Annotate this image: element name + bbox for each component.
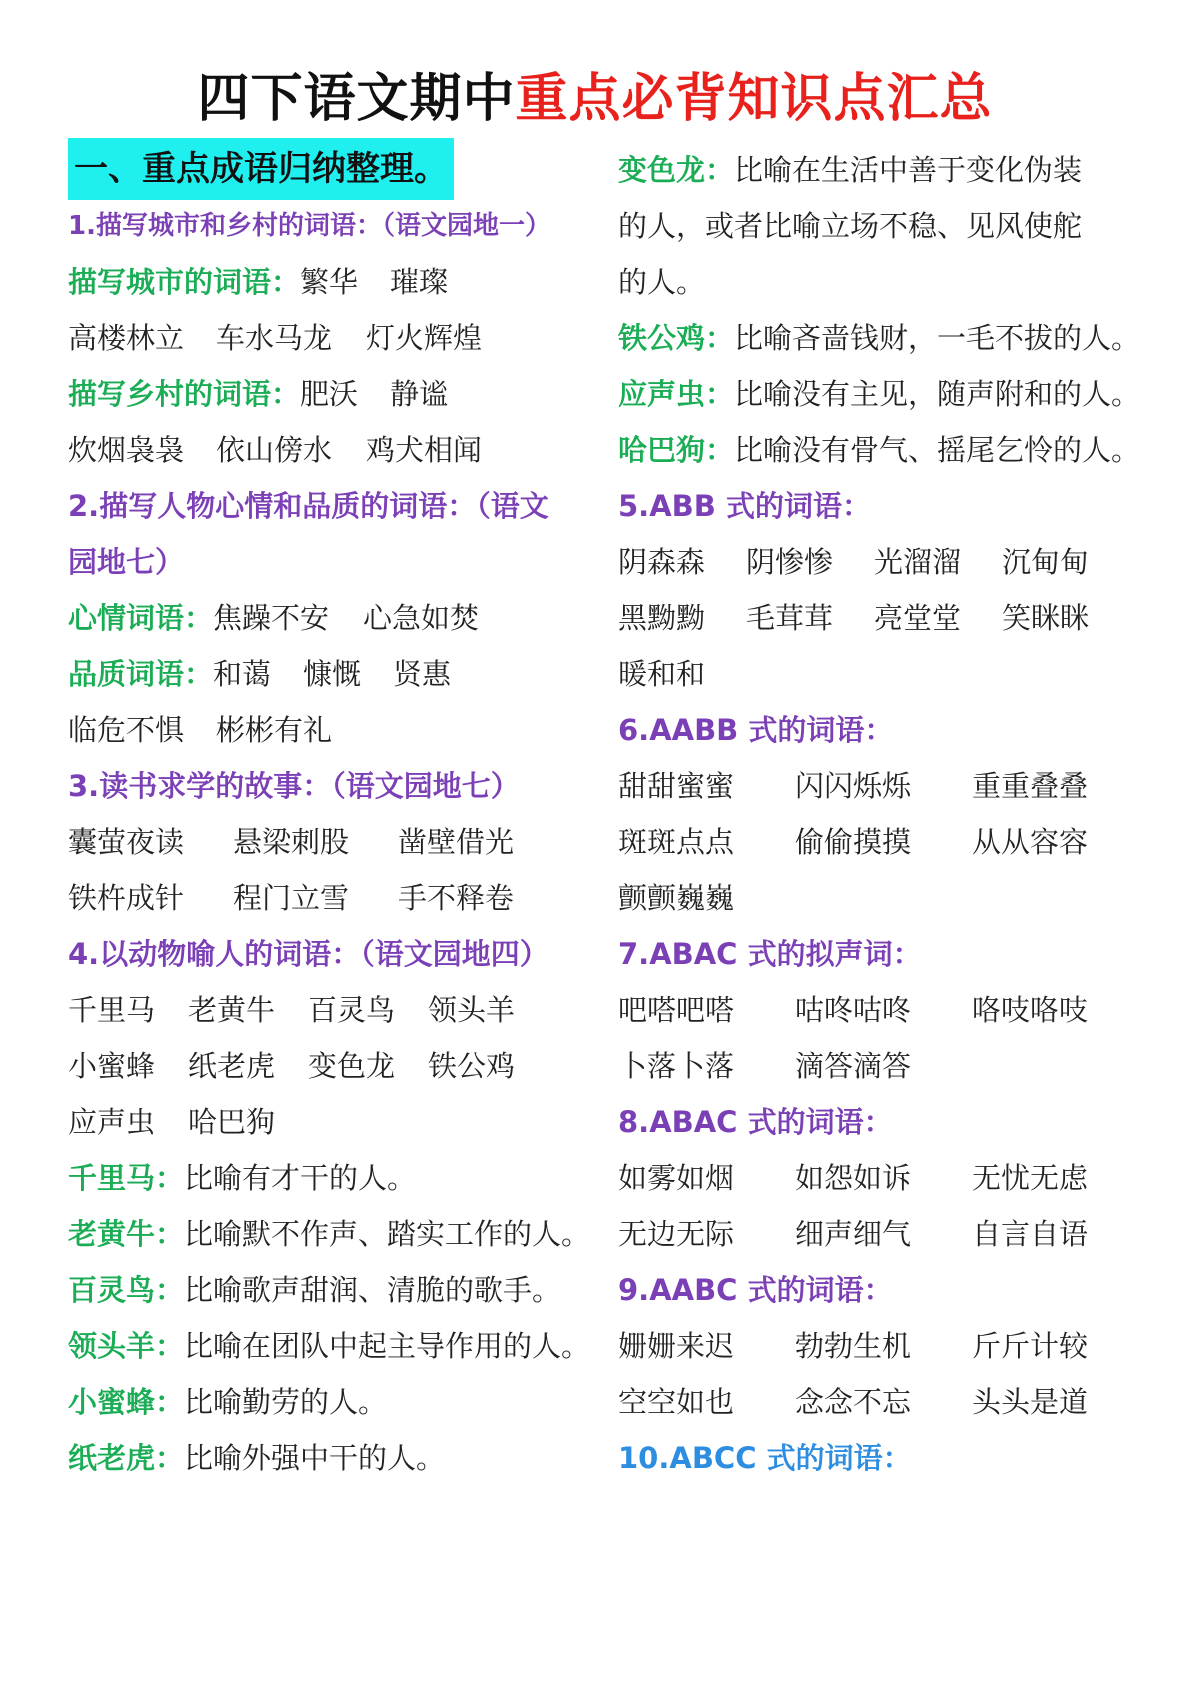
abac-row-2: [618, 1206, 1088, 1262]
word: 重重叠叠: [972, 769, 1089, 803]
word: 心急如焚: [363, 601, 480, 635]
word: 颤颤巍巍: [618, 881, 735, 915]
word: 自言自语: [972, 1217, 1089, 1251]
word: 闪闪烁烁: [795, 769, 912, 803]
definition-row: [68, 1374, 387, 1430]
word: 领头羊: [428, 993, 516, 1027]
word: 滴答滴答: [795, 1049, 912, 1083]
definition-term: 铁公鸡：: [618, 321, 735, 355]
definition-desc: 比喻有才干的人。: [184, 1161, 417, 1195]
city-words-row-2: [68, 310, 482, 366]
word: 暖和和: [618, 657, 706, 691]
word: 纸老虎: [188, 1049, 276, 1083]
word: 黑黝黝: [618, 601, 706, 635]
city-words-row-1: [68, 254, 448, 310]
definition-desc-line: 的人。: [618, 265, 706, 299]
definition-desc-line: 的人，或者比喻立场不稳、见风使舵: [618, 209, 1083, 243]
word: 囊萤夜读: [68, 825, 185, 859]
word: 慷慨: [303, 657, 362, 691]
word: 临危不惧: [68, 713, 185, 747]
heading-4: 4.以动物喻人的词语：（语文园地四）: [68, 937, 549, 971]
word: 千里马: [68, 993, 156, 1027]
definition-desc: 比喻没有主见，随声附和的人。: [734, 377, 1141, 411]
definition-desc: 比喻吝啬钱财，一毛不拔的人。: [734, 321, 1141, 355]
animal-words-row-2: [68, 1038, 515, 1094]
story-words-row-1: [68, 814, 514, 870]
heading-7: 7.ABAC 式的拟声词：: [618, 937, 922, 971]
definition-term: 千里马：: [68, 1161, 185, 1195]
word: 念念不忘: [795, 1385, 912, 1419]
word: 百灵鸟: [308, 993, 396, 1027]
mood-label: 心情词语：: [68, 601, 214, 635]
definition-row: [68, 1206, 590, 1262]
definition-row: [68, 1430, 445, 1486]
definition-term: 应声虫：: [618, 377, 735, 411]
word: 凿壁借光: [398, 825, 515, 859]
word: 如雾如烟: [618, 1161, 735, 1195]
word: 璀璨: [390, 265, 449, 299]
word: 亮堂堂: [874, 601, 962, 635]
animal-words-row-3: [68, 1094, 275, 1150]
aabb-row-2: [618, 814, 1088, 870]
heading-3: 3.读书求学的故事：（语文园地七）: [68, 769, 520, 803]
aabc-row-2: [618, 1374, 1088, 1430]
abac-sound-row-2: [618, 1038, 911, 1094]
definition-row: [68, 1318, 590, 1374]
abac-row-1: [618, 1150, 1088, 1206]
city-label: 描写城市的词语：: [68, 265, 301, 299]
word: 肥沃: [300, 377, 359, 411]
word: 从从容容: [972, 825, 1089, 859]
definition-desc: 比喻歌声甜润、清脆的歌手。: [184, 1273, 562, 1307]
animal-words-row-1: [68, 982, 515, 1038]
word: 老黄牛: [188, 993, 276, 1027]
word: 沉甸甸: [1002, 545, 1090, 579]
word: 静谧: [390, 377, 449, 411]
definition-row: [618, 310, 1140, 366]
abb-row-3: [618, 646, 705, 702]
quality-label: 品质词语：: [68, 657, 214, 691]
word: 焦躁不安: [213, 601, 330, 635]
word: 阴森森: [618, 545, 706, 579]
word: 和蔼: [213, 657, 272, 691]
aabb-row-1: [618, 758, 1088, 814]
definition-desc: 比喻外强中干的人。: [184, 1441, 446, 1475]
word: 小蜜蜂: [68, 1049, 156, 1083]
village-words-row-1: [68, 366, 448, 422]
word: 阴惨惨: [746, 545, 834, 579]
definition-term: 小蜜蜂：: [68, 1385, 185, 1419]
definition-desc: 比喻在团队中起主导作用的人。: [184, 1329, 591, 1363]
word: 咕咚咕咚: [795, 993, 912, 1027]
word: 咯吱咯吱: [972, 993, 1089, 1027]
word: 彬彬有礼: [216, 713, 333, 747]
word: 毛茸茸: [746, 601, 834, 635]
heading-2-line-2: 园地七）: [68, 545, 185, 579]
word: 无边无际: [618, 1217, 735, 1251]
word: 高楼林立: [68, 321, 185, 355]
word: 车水马龙: [216, 321, 333, 355]
definition-desc: 比喻勤劳的人。: [184, 1385, 388, 1419]
definition-row: [618, 142, 1082, 198]
aabc-row-1: [618, 1318, 1088, 1374]
quality-words-row-2: [68, 702, 332, 758]
heading-8: 8.ABAC 式的词语：: [618, 1105, 893, 1139]
definition-row: [618, 422, 1140, 478]
definition-row: [68, 1150, 416, 1206]
word: 灯火辉煌: [366, 321, 483, 355]
definition-term: 纸老虎：: [68, 1441, 185, 1475]
village-words-row-2: [68, 422, 482, 478]
word: 姗姗来迟: [618, 1329, 735, 1363]
village-label: 描写乡村的词语：: [68, 377, 301, 411]
word: 勃勃生机: [795, 1329, 912, 1363]
definition-desc: 比喻默不作声、踏实工作的人。: [184, 1217, 591, 1251]
title-part-1: 四下语文期中: [197, 69, 516, 129]
word: 铁公鸡: [428, 1049, 516, 1083]
story-words-row-2: [68, 870, 514, 926]
heading-2-line-1: 2.描写人物心情和品质的词语：（语文: [68, 489, 549, 523]
definition-term: 哈巴狗：: [618, 433, 735, 467]
word: 偷偷摸摸: [795, 825, 912, 859]
quality-words-row-1: [68, 646, 451, 702]
heading-5: 5.ABB 式的词语：: [618, 489, 871, 523]
page-title: [0, 62, 1190, 136]
abac-sound-row-1: [618, 982, 1088, 1038]
word: 细声细气: [795, 1217, 912, 1251]
word: 程门立雪: [233, 881, 350, 915]
word: 应声虫: [68, 1105, 156, 1139]
definition-term: 变色龙：: [618, 153, 735, 187]
word: 头头是道: [972, 1385, 1089, 1419]
definition-row: [618, 366, 1140, 422]
word: 变色龙: [308, 1049, 396, 1083]
word: 炊烟袅袅: [68, 433, 185, 467]
section-heading-row: [68, 138, 454, 200]
word: 斤斤计较: [972, 1329, 1089, 1363]
word: 卜落卜落: [618, 1049, 735, 1083]
definition-term: 老黄牛：: [68, 1217, 185, 1251]
definition-term: 百灵鸟：: [68, 1273, 185, 1307]
word: 斑斑点点: [618, 825, 735, 859]
word: 空空如也: [618, 1385, 735, 1419]
abb-row-1: [618, 534, 1089, 590]
word: 鸡犬相闻: [366, 433, 483, 467]
word: 如怨如诉: [795, 1161, 912, 1195]
aabb-row-3: [618, 870, 734, 926]
word: 手不释卷: [398, 881, 515, 915]
title-part-2: 重点必背知识点汇总: [515, 69, 993, 129]
word: 繁华: [300, 265, 359, 299]
word: 甜甜蜜蜜: [618, 769, 735, 803]
heading-1: 1.描写城市和乡村的词语：（语文园地一）: [68, 211, 551, 241]
heading-10: 10.ABCC 式的词语：: [618, 1441, 912, 1475]
word: 悬梁刺股: [233, 825, 350, 859]
word: 吧嗒吧嗒: [618, 993, 735, 1027]
word: 光溜溜: [874, 545, 962, 579]
word: 依山傍水: [216, 433, 333, 467]
definition-term: 领头羊：: [68, 1329, 185, 1363]
word: 铁杵成针: [68, 881, 185, 915]
definition-desc: 比喻在生活中善于变化伪装: [734, 153, 1083, 187]
section-heading: 一、重点成语归纳整理。: [68, 138, 454, 200]
heading-6: 6.AABB 式的词语：: [618, 713, 894, 747]
word: 笑眯眯: [1002, 601, 1090, 635]
definition-desc: 比喻没有骨气、摇尾乞怜的人。: [734, 433, 1141, 467]
word: 无忧无虑: [972, 1161, 1089, 1195]
word: 哈巴狗: [188, 1105, 276, 1139]
mood-words-row: [68, 590, 479, 646]
heading-9: 9.AABC 式的词语：: [618, 1273, 893, 1307]
word: 贤惠: [393, 657, 452, 691]
abb-row-2: [618, 590, 1089, 646]
definition-row: [68, 1262, 561, 1318]
